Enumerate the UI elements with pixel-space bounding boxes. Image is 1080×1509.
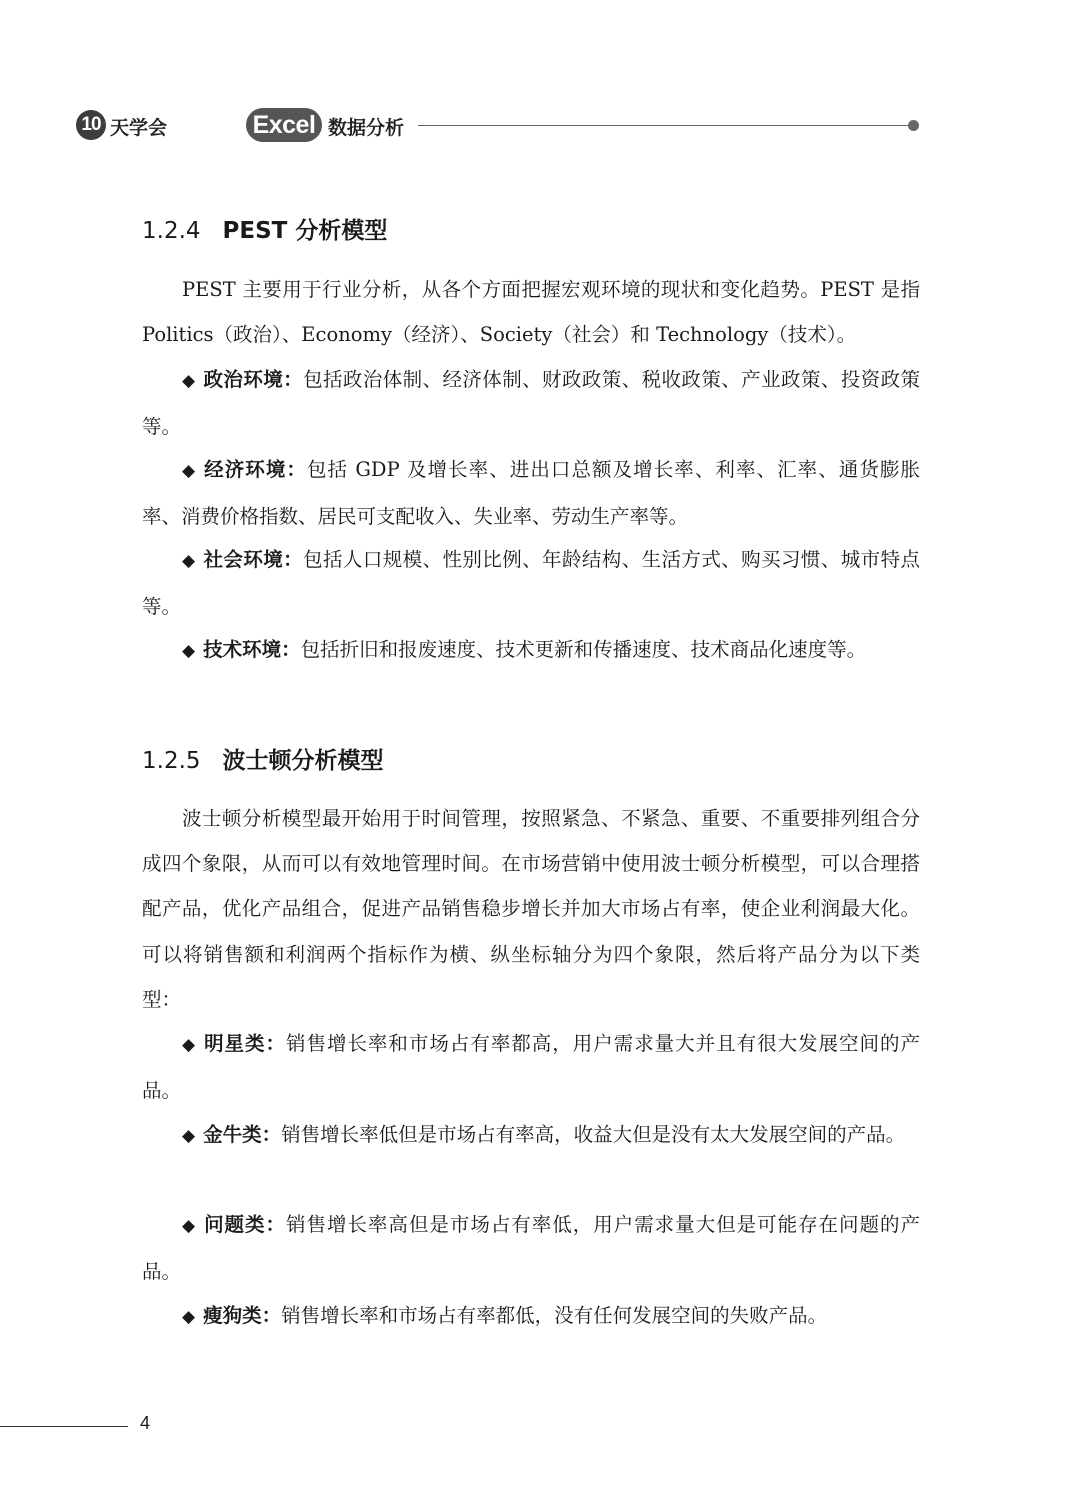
- bullet-item-political: [142, 357, 920, 449]
- section-title: PEST 分析模型: [222, 218, 388, 244]
- section-number: 1.2.5: [142, 748, 201, 774]
- excel-logo: Excel: [246, 108, 322, 142]
- diamond-bullet-icon: ◆: [182, 371, 196, 391]
- bullet-item-star: [142, 1021, 920, 1113]
- section-title: 波士顿分析模型: [222, 748, 384, 774]
- bullet-item-economic: [142, 447, 920, 539]
- bullet-label: 问题类：: [204, 1213, 286, 1236]
- bullet-text: 包括折旧和报废速度、技术更新和传播速度、技术商品化速度等。: [300, 638, 867, 661]
- section-number: 1.2.4: [142, 218, 201, 244]
- bullet-label: 金牛类：: [203, 1123, 282, 1146]
- section-heading-pest: [142, 212, 387, 245]
- bullet-text: 包括 GDP 及增长率、进出口总额及增长率、利率、汇率、通货膨胀率、消费价格指数、居民可支配收入、失业率、劳动生产率等。: [142, 458, 920, 529]
- bullet-text: 销售增长率高但是市场占有率低，用户需求量大但是可能存在问题的产品。: [142, 1213, 920, 1284]
- page-number: 4: [140, 1413, 151, 1433]
- bullet-item-dog: [142, 1293, 920, 1340]
- bullet-label: 经济环境：: [204, 458, 307, 481]
- bullet-label: 技术环境：: [203, 638, 301, 661]
- bullet-label: 社会环境：: [203, 548, 304, 571]
- bullet-item-cash-cow: [142, 1112, 920, 1159]
- diamond-bullet-icon: ◆: [182, 1216, 197, 1236]
- diamond-bullet-icon: ◆: [182, 1307, 196, 1327]
- diamond-bullet-icon: ◆: [182, 1035, 197, 1055]
- header-text-suffix: 数据分析: [328, 117, 405, 139]
- bullet-item-question: [142, 1202, 920, 1294]
- paragraph-boston-intro: 波士顿分析模型最开始用于时间管理，按照紧急、不紧急、重要、不重要排列组合分成四个象限，从而可以有效地管理时间。在市场营销中使用波士顿分析模型，可以合理搭配产品，优化产品组合，促进产品销售稳步增长并加大市场占有率，使企业利润最大化。可以将销售额和利润两个指标作为横、纵坐标轴分为四个象限，然后将产品分为以下类型：: [142, 807, 920, 1011]
- bullet-item-social: [142, 537, 920, 629]
- paragraph-pest-intro: PEST 主要用于行业分析，从各个方面把握宏观环境的现状和变化趋势。PEST 是指 Politics（政治）、Economy（经济）、Society（社会）和 Technology（技术）。: [142, 278, 920, 347]
- bullet-text: 包括政治体制、经济体制、财政政策、税收政策、产业政策、投资政策等。: [142, 368, 920, 439]
- section-heading-boston: [142, 742, 384, 775]
- diamond-bullet-icon: ◆: [182, 1126, 196, 1146]
- bullet-label: 政治环境：: [203, 368, 304, 391]
- bullet-item-technology: [142, 627, 920, 674]
- badge-10: 10: [76, 110, 106, 140]
- bullet-text: 销售增长率和市场占有率都高，用户需求量大并且有很大发展空间的产品。: [142, 1032, 920, 1103]
- diamond-bullet-icon: ◆: [182, 461, 197, 481]
- header-rule: [418, 125, 910, 126]
- running-header: [76, 106, 922, 146]
- bullet-label: 明星类：: [204, 1032, 286, 1055]
- diamond-bullet-icon: ◆: [182, 641, 196, 661]
- header-rule-dot: [908, 120, 919, 131]
- footer-rule: [0, 1426, 128, 1427]
- bullet-text: 销售增长率和市场占有率都低，没有任何发展空间的失败产品。: [281, 1304, 828, 1327]
- bullet-label: 瘦狗类：: [203, 1304, 282, 1327]
- bullet-text: 包括人口规模、性别比例、年龄结构、生活方式、购买习惯、城市特点等。: [142, 548, 920, 619]
- diamond-bullet-icon: ◆: [182, 551, 196, 571]
- header-text-prefix: 天学会: [110, 117, 168, 139]
- bullet-text: 销售增长率低但是市场占有率高，收益大但是没有太大发展空间的产品。: [281, 1123, 906, 1146]
